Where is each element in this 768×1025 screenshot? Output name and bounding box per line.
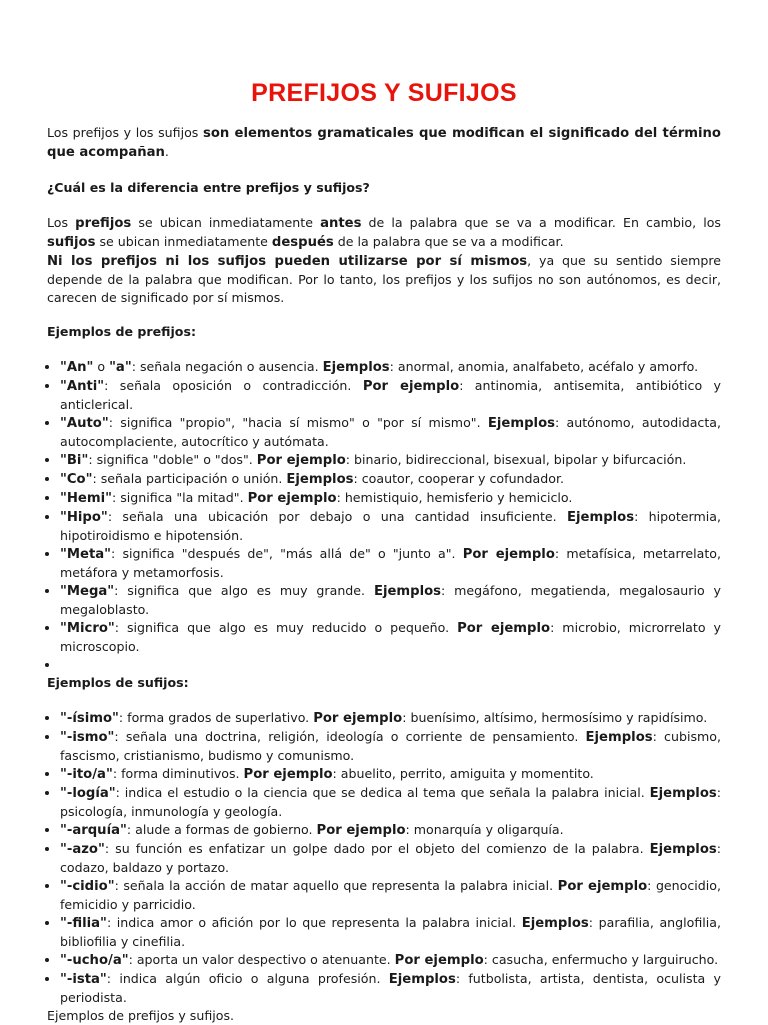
- suffix-item: [60, 840, 721, 877]
- prefix-term: "Mega": [60, 584, 115, 599]
- suffix-description: : aporta un valor despectivo o atenuante.: [128, 952, 395, 967]
- suffix-examples-label: Por ejemplo: [557, 879, 648, 894]
- suffix-description: : forma grados de superlativo.: [118, 710, 314, 725]
- prefix-description: : significa que algo es muy reducido o pequeño.: [114, 620, 458, 635]
- prefix-description: : significa "después de", "más allá de" o "junto a".: [111, 546, 463, 561]
- prefix-examples: : hipotermia, hipotiroidismo e hipotensión.: [60, 509, 721, 543]
- suffix-term: "-azo": [60, 842, 105, 857]
- prefix-item: [60, 508, 721, 545]
- expl-text-6: , ya que su sentido siempre depende de la palabra que modifican. Por lo tanto, los prefijos y los sufijos no son autónomos, es decir, carecen de significado por sí mismos.: [47, 253, 721, 305]
- prefix-item: [60, 414, 721, 451]
- prefix-item: [60, 470, 721, 489]
- suffix-examples: : cubismo, fascismo, cristianismo, budismo y comunismo.: [60, 729, 721, 763]
- suffix-examples-label: Ejemplos: [585, 730, 653, 745]
- suffix-examples-label: Ejemplos: [388, 972, 456, 987]
- expl-text-3: de la palabra que se va a modificar. En cambio, los: [361, 215, 721, 230]
- prefix-description: : señala una ubicación por debajo o una cantidad insuficiente.: [107, 509, 567, 524]
- prefix-description: : significa que algo es muy grande.: [114, 583, 374, 598]
- prefix-item: [60, 489, 721, 508]
- prefix-item: [60, 619, 721, 656]
- expl-sufijos: sufijos: [47, 235, 96, 250]
- suffix-term: "-logía": [60, 786, 116, 801]
- prefix-description: : significa "propio", "hacia sí mismo" o "por sí mismo".: [108, 415, 488, 430]
- suffix-examples: : codazo, baldazo y portazo.: [60, 841, 721, 875]
- prefix-examples: : autónomo, autodidacta, autocomplaciente, autocrítico y autómata.: [60, 415, 721, 449]
- expl-text-4: se ubican inmediatamente: [95, 234, 272, 249]
- suffix-examples-label: Por ejemplo: [243, 767, 333, 782]
- suffix-examples: : genocidio, femicidio y parricidio.: [60, 878, 721, 912]
- prefix-examples-label: Ejemplos: [487, 416, 555, 431]
- suffix-examples: : futbolista, artista, dentista, oculista y periodista.: [60, 971, 721, 1005]
- suffix-examples-label: Por ejemplo: [316, 823, 406, 838]
- prefix-examples: : binario, bidireccional, bisexual, bipolar y bifurcación.: [345, 452, 687, 467]
- expl-antes: antes: [320, 216, 362, 231]
- suffix-description: : indica algún oficio o alguna profesión.: [106, 971, 389, 986]
- suffix-term: "-ismo": [60, 730, 115, 745]
- page-title: PREFIJOS Y SUFIJOS: [251, 79, 517, 107]
- expl-prefijos: prefijos: [75, 216, 132, 231]
- suffix-description: : señala la acción de matar aquello que representa la palabra inicial.: [114, 878, 558, 893]
- prefix-list: [47, 358, 721, 674]
- prefix-item: [60, 582, 721, 619]
- suffix-description: : alude a formas de gobierno.: [126, 822, 317, 837]
- suffix-term: "-ucho/a": [60, 953, 129, 968]
- prefix-term: "Hipo": [60, 510, 108, 525]
- prefix-examples-label: Ejemplos: [373, 584, 442, 599]
- suffix-examples-label: Ejemplos: [649, 842, 717, 857]
- prefix-examples-label: Por ejemplo: [256, 453, 346, 468]
- suffix-description: : indica amor o afición por lo que representa la palabra inicial.: [106, 915, 522, 930]
- prefix-examples-label: Por ejemplo: [457, 621, 551, 636]
- prefix-term: "Auto": [60, 416, 109, 431]
- suffix-item: [60, 784, 721, 821]
- explanation-paragraph: [47, 214, 721, 307]
- prefix-examples-label: Por ejemplo: [247, 491, 337, 506]
- suffix-examples: : monarquía y oligarquía.: [405, 822, 564, 837]
- intro-bold: son elementos gramaticales que modifican el significado del término que acompañan: [47, 126, 721, 160]
- expl-bold-2: Ni los prefijos ni los sufijos pueden utilizarse por sí mismos: [47, 254, 528, 269]
- prefix-examples-label: Por ejemplo: [462, 547, 555, 562]
- suffix-term: "-ísimo": [60, 711, 119, 726]
- suffix-term: "-cidio": [60, 879, 115, 894]
- prefix-examples: : metafísica, metarrelato, metáfora y metamorfosis.: [60, 546, 721, 580]
- prefix-item: [60, 358, 721, 377]
- prefix-description: : señala negación o ausencia.: [131, 359, 323, 374]
- suffix-item: [60, 877, 721, 914]
- suffix-description: : señala una doctrina, religión, ideología o corriente de pensamiento.: [114, 729, 586, 744]
- expl-text-1: Los: [47, 215, 76, 230]
- prefix-examples-label: Ejemplos: [567, 510, 635, 525]
- footer-text: Ejemplos de prefijos y sufijos.: [47, 1008, 235, 1023]
- prefix-examples: : hemistiquio, hemisferio y hemiciclo.: [336, 490, 573, 505]
- suffix-item: [60, 821, 721, 840]
- suffix-item: [60, 709, 721, 728]
- prefix-examples: : microbio, microrrelato y microscopio.: [60, 620, 721, 654]
- suffix-term: "-arquía": [60, 823, 127, 838]
- prefix-description: : significa "la mitad".: [111, 490, 248, 505]
- suffix-term: "-ista": [60, 972, 107, 987]
- suffix-examples: : parafilia, anglofilia, bibliofilia y cinefilia.: [60, 915, 721, 949]
- prefix-term: "Co": [60, 472, 93, 487]
- prefix-connector: o: [93, 359, 110, 374]
- prefix-examples: : anormal, anomia, analfabeto, acéfalo y amorfo.: [389, 359, 699, 374]
- suffix-examples: : buenísimo, altísimo, hermosísimo y rapidísimo.: [402, 710, 708, 725]
- prefix-description: : señala participación o unión.: [92, 471, 287, 486]
- suffix-examples-label: Por ejemplo: [313, 711, 403, 726]
- suffix-description: : forma diminutivos.: [112, 766, 244, 781]
- suffix-examples-label: Ejemplos: [649, 786, 717, 801]
- suffix-description: : su función es enfatizar un golpe dado por el objeto del comienzo de la palabra.: [104, 841, 650, 856]
- prefix-term: "Hemi": [60, 491, 112, 506]
- expl-text-5: de la palabra que se va a modificar.: [333, 234, 564, 249]
- question-heading: ¿Cuál es la diferencia entre prefijos y sufijos?: [47, 180, 370, 195]
- prefix-term: "An": [60, 360, 94, 375]
- prefix-term-2: "a": [109, 360, 132, 375]
- expl-text-2: se ubican inmediatamente: [131, 215, 321, 230]
- suffix-examples-label: Por ejemplo: [394, 953, 484, 968]
- suffix-description: : indica el estudio o la ciencia que se dedica al tema que señala la palabra inicial.: [115, 785, 650, 800]
- suffix-term: "-ito/a": [60, 767, 113, 782]
- suffix-examples-label: Ejemplos: [521, 916, 589, 931]
- prefix-term: "Bi": [60, 453, 89, 468]
- suffix-examples: : psicología, inmunología y geología.: [60, 785, 721, 819]
- intro-end: .: [164, 144, 169, 159]
- prefix-description: : significa "doble" o "dos".: [88, 452, 257, 467]
- suffix-list: [47, 709, 721, 1007]
- suffix-item: [60, 970, 721, 1007]
- prefix-item: [60, 545, 721, 582]
- prefix-description: : señala oposición o contradicción.: [104, 378, 363, 393]
- intro-lead: Los prefijos y los sufijos: [47, 125, 203, 140]
- prefix-examples-label: Ejemplos: [322, 360, 390, 375]
- prefix-heading: Ejemplos de prefijos:: [47, 324, 196, 339]
- prefix-examples: : megáfono, megatienda, megalosaurio y megaloblasto.: [60, 583, 721, 617]
- intro-paragraph: [47, 124, 721, 162]
- suffix-item: [60, 728, 721, 765]
- prefix-item: [60, 451, 721, 470]
- prefix-examples: : coautor, cooperar y cofundador.: [353, 471, 564, 486]
- suffix-item: [60, 951, 721, 970]
- prefix-examples-label: Ejemplos: [286, 472, 354, 487]
- suffix-examples: : casucha, enfermucho y larguirucho.: [483, 952, 719, 967]
- suffix-item: [60, 765, 721, 784]
- prefix-term: "Anti": [60, 379, 105, 394]
- suffix-heading: Ejemplos de sufijos:: [47, 675, 189, 690]
- prefix-examples-label: Por ejemplo: [362, 379, 460, 394]
- suffix-item: [60, 914, 721, 951]
- suffix-examples: : abuelito, perrito, amiguita y momentito.: [332, 766, 594, 781]
- prefix-examples: : antinomia, antisemita, antibiótico y anticlerical.: [60, 378, 721, 412]
- prefix-item: [60, 377, 721, 414]
- empty-list-item: [60, 656, 721, 674]
- suffix-term: "-filia": [60, 916, 107, 931]
- prefix-term: "Micro": [60, 621, 115, 636]
- prefix-term: "Meta": [60, 547, 112, 562]
- expl-despues: después: [271, 235, 334, 250]
